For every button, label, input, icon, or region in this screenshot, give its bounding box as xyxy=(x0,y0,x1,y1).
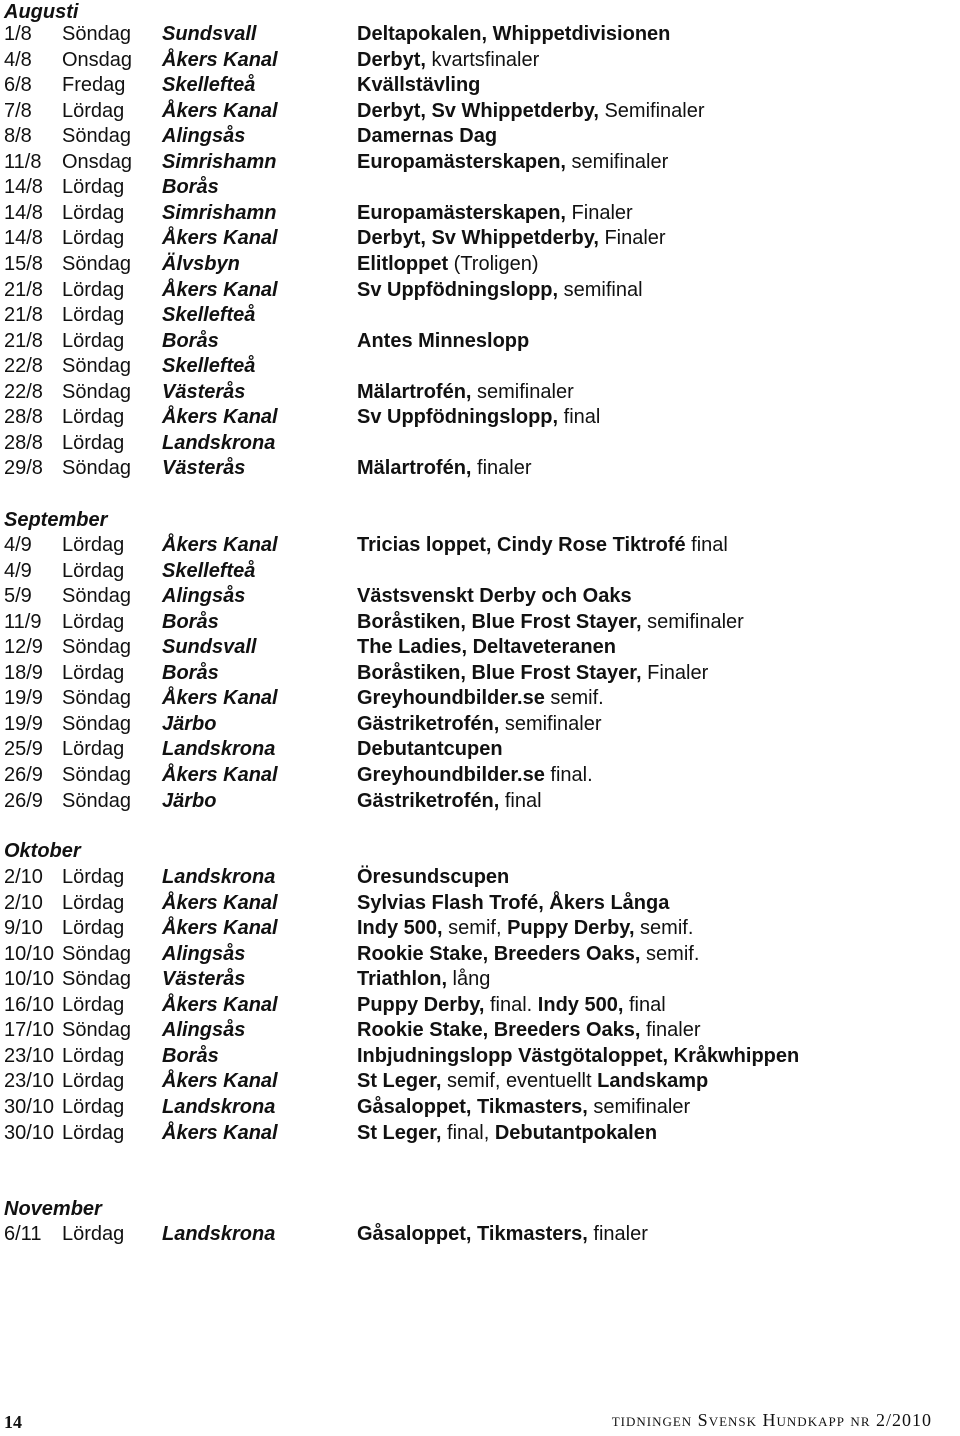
schedule-row xyxy=(0,967,960,992)
event-cell xyxy=(357,533,728,558)
weekday-cell: Lördag xyxy=(62,560,125,582)
date-cell: 30/10 xyxy=(4,1096,55,1118)
event-name: Debutantcupen xyxy=(357,738,503,760)
venue-cell: Åkers Kanal xyxy=(162,1070,278,1092)
venue-cell: Borås xyxy=(162,662,219,684)
schedule-row xyxy=(0,635,960,660)
venue-cell: Västerås xyxy=(162,381,246,403)
event-cell xyxy=(357,73,480,98)
event-detail: semifinaler xyxy=(471,381,574,403)
date-cell: 29/8 xyxy=(4,457,43,479)
date-cell: 8/8 xyxy=(4,125,32,147)
date-cell: 6/11 xyxy=(4,1223,42,1245)
event-cell xyxy=(357,124,497,149)
event-detail: final xyxy=(623,994,666,1016)
event-detail: Finaler xyxy=(641,662,709,684)
event-detail: kvartsfinaler xyxy=(425,49,540,71)
schedule-row xyxy=(0,942,960,967)
weekday-cell: Lördag xyxy=(62,432,125,454)
event-name: Indy 500, xyxy=(357,917,443,939)
event-cell xyxy=(357,865,509,890)
event-detail: semif. xyxy=(544,687,604,709)
event-cell xyxy=(357,737,503,762)
event-cell xyxy=(357,967,490,992)
event-name: Damernas Dag xyxy=(357,125,498,147)
venue-cell: Alingsås xyxy=(162,1019,246,1041)
event-name: Elitloppet xyxy=(357,253,449,275)
event-name: Derbyt, xyxy=(357,49,426,71)
schedule-row xyxy=(0,1095,960,1120)
weekday-cell: Lördag xyxy=(62,892,125,914)
weekday-cell: Lördag xyxy=(62,227,125,249)
event-detail: final. xyxy=(484,994,538,1016)
event-detail: semifinaler xyxy=(565,151,669,173)
event-name: Sv Uppfödningslopp, xyxy=(357,279,559,301)
event-detail: Finaler xyxy=(565,202,633,224)
venue-cell: Alingsås xyxy=(162,585,246,607)
venue-cell: Åkers Kanal xyxy=(162,227,278,249)
event-name: Gåsaloppet, Tikmasters, xyxy=(357,1096,588,1118)
venue-cell: Åkers Kanal xyxy=(162,49,278,71)
weekday-cell: Lördag xyxy=(62,202,125,224)
venue-cell: Åkers Kanal xyxy=(162,764,278,786)
event-name: Derbyt, Sv Whippetderby, xyxy=(357,100,599,122)
event-cell xyxy=(357,584,632,609)
date-cell: 4/9 xyxy=(4,560,32,582)
schedule-row xyxy=(0,661,960,686)
weekday-cell: Söndag xyxy=(62,125,131,147)
schedule-row xyxy=(0,1121,960,1146)
event-cell xyxy=(357,763,593,788)
event-cell xyxy=(357,150,668,175)
weekday-cell: Söndag xyxy=(62,764,131,786)
venue-cell: Åkers Kanal xyxy=(162,406,278,428)
date-cell: 2/10 xyxy=(4,892,43,914)
event-cell xyxy=(357,252,539,277)
venue-cell: Skellefteå xyxy=(162,560,256,582)
event-name: Debutantpokalen xyxy=(494,1122,658,1144)
event-cell xyxy=(357,405,600,430)
date-cell: 21/8 xyxy=(4,279,43,301)
event-cell xyxy=(357,1095,690,1120)
weekday-cell: Onsdag xyxy=(62,151,133,173)
date-cell: 4/8 xyxy=(4,49,32,71)
weekday-cell: Söndag xyxy=(62,253,131,275)
event-name: Landskamp xyxy=(597,1070,709,1092)
schedule-row xyxy=(0,405,960,430)
month-heading: September xyxy=(4,509,108,531)
date-cell: 14/8 xyxy=(4,202,43,224)
date-cell: 16/10 xyxy=(4,994,55,1016)
date-cell: 23/10 xyxy=(4,1045,55,1067)
event-cell xyxy=(357,891,669,916)
schedule-row xyxy=(0,610,960,635)
event-name: Tricias loppet, Cindy Rose Tiktrofé xyxy=(357,534,686,556)
date-cell: 19/9 xyxy=(4,687,43,709)
schedule-row xyxy=(0,789,960,814)
weekday-cell: Söndag xyxy=(62,585,131,607)
date-cell: 18/9 xyxy=(4,662,43,684)
weekday-cell: Söndag xyxy=(62,1019,131,1041)
weekday-cell: Fredag xyxy=(62,74,126,96)
event-cell xyxy=(357,1121,657,1146)
schedule-row xyxy=(0,329,960,354)
weekday-cell: Lördag xyxy=(62,611,125,633)
venue-cell: Borås xyxy=(162,1045,219,1067)
schedule-row xyxy=(0,916,960,941)
schedule-row xyxy=(0,73,960,98)
event-cell xyxy=(357,456,532,481)
weekday-cell: Söndag xyxy=(62,713,131,735)
date-cell: 11/8 xyxy=(4,151,42,173)
weekday-cell: Lördag xyxy=(62,176,125,198)
date-cell: 7/8 xyxy=(4,100,32,122)
event-cell xyxy=(357,278,643,303)
date-cell: 22/8 xyxy=(4,355,43,377)
event-name: The Ladies, Deltaveteranen xyxy=(357,636,616,658)
event-name: Gästriketrofén, xyxy=(357,713,500,735)
event-detail: final. xyxy=(544,764,593,786)
venue-cell: Simrishamn xyxy=(162,202,277,224)
month-heading: Oktober xyxy=(4,840,81,862)
event-name: Deltapokalen, Whippetdivisionen xyxy=(357,23,671,45)
venue-cell: Alingsås xyxy=(162,125,246,147)
event-cell xyxy=(357,48,539,73)
schedule-row xyxy=(0,48,960,73)
weekday-cell: Lördag xyxy=(62,534,125,556)
event-detail: semifinaler xyxy=(587,1096,691,1118)
date-cell: 21/8 xyxy=(4,330,43,352)
venue-cell: Åkers Kanal xyxy=(162,917,278,939)
event-detail: final xyxy=(685,534,728,556)
weekday-cell: Söndag xyxy=(62,381,131,403)
venue-cell: Landskrona xyxy=(162,866,276,888)
venue-cell: Åkers Kanal xyxy=(162,687,278,709)
schedule-row xyxy=(0,150,960,175)
event-cell xyxy=(357,993,666,1018)
weekday-cell: Söndag xyxy=(62,636,131,658)
event-name: Västsvenskt Derby och Oaks xyxy=(357,585,632,607)
schedule-row xyxy=(0,686,960,711)
venue-cell: Landskrona xyxy=(162,1223,276,1245)
event-detail: (Troligen) xyxy=(448,253,539,275)
venue-cell: Skellefteå xyxy=(162,74,256,96)
venue-cell: Simrishamn xyxy=(162,151,277,173)
weekday-cell: Lördag xyxy=(62,1096,125,1118)
event-detail: finaler xyxy=(471,457,532,479)
event-cell xyxy=(357,1222,648,1247)
schedule-row xyxy=(0,380,960,405)
event-name: Antes Minneslopp xyxy=(357,330,530,352)
schedule-row xyxy=(0,124,960,149)
weekday-cell: Lördag xyxy=(62,738,125,760)
venue-cell: Borås xyxy=(162,176,219,198)
event-name: Gästriketrofén, xyxy=(357,790,500,812)
schedule-row xyxy=(0,456,960,481)
date-cell: 10/10 xyxy=(4,968,55,990)
schedule-row xyxy=(0,712,960,737)
schedule-row xyxy=(0,431,960,456)
event-cell xyxy=(357,686,604,711)
event-detail: final, xyxy=(441,1122,495,1144)
schedule-row xyxy=(0,584,960,609)
weekday-cell: Lördag xyxy=(62,304,125,326)
event-cell xyxy=(357,916,693,941)
event-detail: final xyxy=(499,790,542,812)
weekday-cell: Onsdag xyxy=(62,49,133,71)
event-detail: Semifinaler xyxy=(598,100,705,122)
event-cell xyxy=(357,635,616,660)
schedule-row xyxy=(0,226,960,251)
venue-cell: Järbo xyxy=(162,790,217,812)
event-name: Indy 500, xyxy=(537,994,624,1016)
schedule-row xyxy=(0,99,960,124)
venue-cell: Borås xyxy=(162,611,219,633)
event-name: Gåsaloppet, Tikmasters, xyxy=(357,1223,588,1245)
event-name: Derbyt, Sv Whippetderby, xyxy=(357,227,599,249)
event-cell xyxy=(357,1044,799,1069)
schedule-row xyxy=(0,1069,960,1094)
event-cell xyxy=(357,789,542,814)
event-name: Europamästerskapen, xyxy=(357,202,566,224)
event-detail: semif, xyxy=(442,917,508,939)
publication-name: tidningen Svensk Hundkapp nr 2/2010 xyxy=(611,1410,932,1430)
event-cell xyxy=(357,201,633,226)
weekday-cell: Lördag xyxy=(62,406,125,428)
date-cell: 10/10 xyxy=(4,943,55,965)
event-name: Puppy Derby, xyxy=(357,994,485,1016)
schedule-row xyxy=(0,865,960,890)
venue-cell: Åkers Kanal xyxy=(162,892,278,914)
date-cell: 6/8 xyxy=(4,74,32,96)
weekday-cell: Lördag xyxy=(62,1223,125,1245)
page-number: 14 xyxy=(4,1412,22,1432)
event-detail: semifinal xyxy=(558,279,643,301)
schedule-row xyxy=(0,201,960,226)
weekday-cell: Lördag xyxy=(62,1122,125,1144)
event-detail: semifinaler xyxy=(641,611,744,633)
event-detail: Finaler xyxy=(598,227,666,249)
event-name: Boråstiken, Blue Frost Stayer, xyxy=(357,611,642,633)
date-cell: 4/9 xyxy=(4,534,32,556)
date-cell: 14/8 xyxy=(4,176,43,198)
weekday-cell: Söndag xyxy=(62,968,131,990)
date-cell: 2/10 xyxy=(4,866,43,888)
venue-cell: Sundsvall xyxy=(162,636,257,658)
venue-cell: Landskrona xyxy=(162,738,276,760)
event-cell xyxy=(357,1018,701,1043)
event-detail: lång xyxy=(447,968,491,990)
date-cell: 22/8 xyxy=(4,381,43,403)
event-cell xyxy=(357,1069,708,1094)
month-heading: November xyxy=(4,1198,102,1220)
event-cell xyxy=(357,712,602,737)
event-name: Mälartrofén, xyxy=(357,457,472,479)
event-cell xyxy=(357,610,744,635)
event-name: Europamästerskapen, xyxy=(357,151,566,173)
venue-cell: Sundsvall xyxy=(162,23,257,45)
event-name: Mälartrofén, xyxy=(357,381,472,403)
weekday-cell: Lördag xyxy=(62,662,125,684)
event-detail: finaler xyxy=(587,1223,648,1245)
weekday-cell: Söndag xyxy=(62,687,131,709)
venue-cell: Älvsbyn xyxy=(162,253,240,275)
schedule-row xyxy=(0,737,960,762)
schedule-row xyxy=(0,993,960,1018)
event-detail: finaler xyxy=(640,1019,701,1041)
date-cell: 28/8 xyxy=(4,406,43,428)
month-heading: Augusti xyxy=(4,1,79,23)
date-cell: 30/10 xyxy=(4,1122,55,1144)
date-cell: 23/10 xyxy=(4,1070,55,1092)
schedule-row xyxy=(0,1018,960,1043)
schedule-row xyxy=(0,303,960,328)
date-cell: 26/9 xyxy=(4,790,43,812)
event-name: Sylvias Flash Trofé, Åkers Långa xyxy=(357,892,670,914)
event-cell xyxy=(357,226,666,251)
schedule-row xyxy=(0,891,960,916)
event-cell xyxy=(357,942,699,967)
date-cell: 28/8 xyxy=(4,432,43,454)
schedule-row xyxy=(0,533,960,558)
weekday-cell: Lördag xyxy=(62,1045,125,1067)
event-name: St Leger, xyxy=(357,1122,442,1144)
venue-cell: Åkers Kanal xyxy=(162,279,278,301)
venue-cell: Alingsås xyxy=(162,943,246,965)
venue-cell: Landskrona xyxy=(162,1096,276,1118)
event-name: Kvällstävling xyxy=(357,74,481,96)
date-cell: 25/9 xyxy=(4,738,43,760)
event-detail: semifinaler xyxy=(499,713,602,735)
weekday-cell: Söndag xyxy=(62,23,131,45)
event-cell xyxy=(357,22,670,47)
schedule-row xyxy=(0,1044,960,1069)
date-cell: 9/10 xyxy=(4,917,43,939)
event-name: Puppy Derby, xyxy=(507,917,635,939)
weekday-cell: Lördag xyxy=(62,100,125,122)
venue-cell: Skellefteå xyxy=(162,304,256,326)
venue-cell: Landskrona xyxy=(162,432,276,454)
date-cell: 11/9 xyxy=(4,611,42,633)
schedule-row xyxy=(0,354,960,379)
event-name: Greyhoundbilder.se xyxy=(357,687,545,709)
date-cell: 26/9 xyxy=(4,764,43,786)
weekday-cell: Söndag xyxy=(62,790,131,812)
event-name: Sv Uppfödningslopp, xyxy=(357,406,559,428)
event-detail: semif. xyxy=(640,943,700,965)
date-cell: 17/10 xyxy=(4,1019,55,1041)
weekday-cell: Lördag xyxy=(62,917,125,939)
venue-cell: Åkers Kanal xyxy=(162,994,278,1016)
date-cell: 5/9 xyxy=(4,585,32,607)
weekday-cell: Lördag xyxy=(62,330,125,352)
schedule-row xyxy=(0,175,960,200)
event-detail: final xyxy=(558,406,601,428)
schedule-row xyxy=(0,559,960,584)
date-cell: 12/9 xyxy=(4,636,43,658)
event-name: Greyhoundbilder.se xyxy=(357,764,545,786)
event-detail: semif. xyxy=(634,917,694,939)
venue-cell: Åkers Kanal xyxy=(162,534,278,556)
date-cell: 21/8 xyxy=(4,304,43,326)
schedule-row xyxy=(0,252,960,277)
date-cell: 1/8 xyxy=(4,23,32,45)
weekday-cell: Söndag xyxy=(62,355,131,377)
event-name: Inbjudningslopp Västgötaloppet, Kråkwhippen xyxy=(357,1045,800,1067)
venue-cell: Åkers Kanal xyxy=(162,1122,278,1144)
weekday-cell: Lördag xyxy=(62,994,125,1016)
event-detail: semif, eventuellt xyxy=(441,1070,598,1092)
schedule-row xyxy=(0,1222,960,1247)
event-name: Rookie Stake, Breeders Oaks, xyxy=(357,1019,641,1041)
venue-cell: Borås xyxy=(162,330,219,352)
event-cell xyxy=(357,99,705,124)
event-name: St Leger, xyxy=(357,1070,442,1092)
date-cell: 19/9 xyxy=(4,713,43,735)
weekday-cell: Lördag xyxy=(62,279,125,301)
event-cell xyxy=(357,661,708,686)
event-cell xyxy=(357,380,574,405)
event-name: Boråstiken, Blue Frost Stayer, xyxy=(357,662,642,684)
event-cell xyxy=(357,329,529,354)
weekday-cell: Söndag xyxy=(62,943,131,965)
date-cell: 15/8 xyxy=(4,253,43,275)
event-name: Rookie Stake, Breeders Oaks, xyxy=(357,943,641,965)
venue-cell: Åkers Kanal xyxy=(162,100,278,122)
schedule-row xyxy=(0,278,960,303)
venue-cell: Skellefteå xyxy=(162,355,256,377)
schedule-row xyxy=(0,763,960,788)
venue-cell: Västerås xyxy=(162,968,246,990)
event-name: Triathlon, xyxy=(357,968,447,990)
weekday-cell: Lördag xyxy=(62,866,125,888)
date-cell: 14/8 xyxy=(4,227,43,249)
event-name: Öresundscupen xyxy=(357,866,510,888)
venue-cell: Västerås xyxy=(162,457,246,479)
venue-cell: Järbo xyxy=(162,713,217,735)
schedule-row xyxy=(0,22,960,47)
weekday-cell: Lördag xyxy=(62,1070,125,1092)
weekday-cell: Söndag xyxy=(62,457,131,479)
